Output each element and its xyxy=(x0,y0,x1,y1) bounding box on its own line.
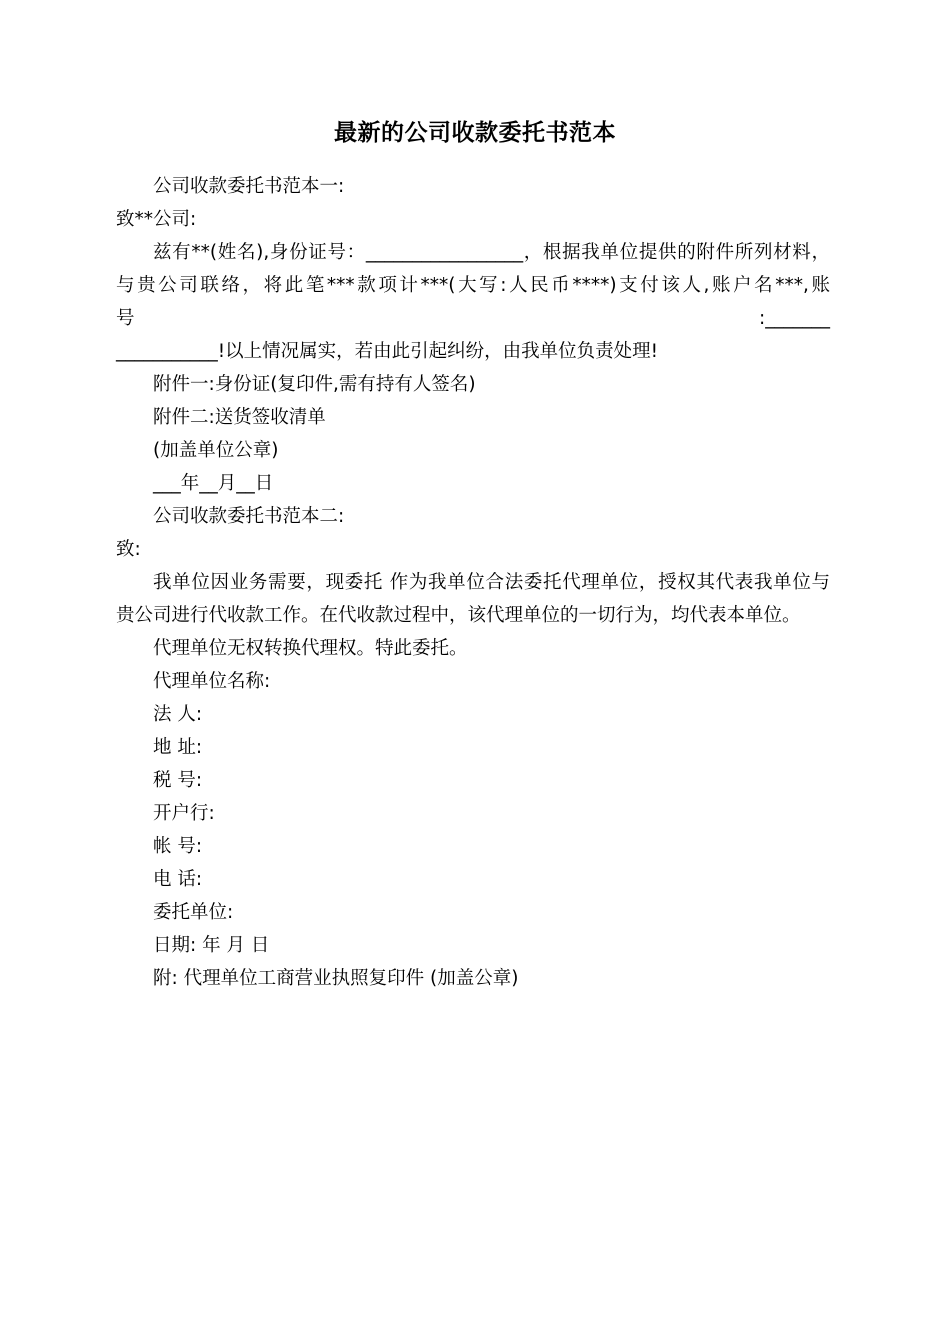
paragraph-line: 附: 代理单位工商营业执照复印件 (加盖公章) xyxy=(153,968,519,989)
paragraph-line: 电 话: xyxy=(153,869,203,890)
paragraph-line: 附件一:身份证(复印件,需有持有人签名) xyxy=(153,374,476,395)
paragraph-line: 帐 号: xyxy=(153,836,203,857)
paragraph-line: 致: xyxy=(116,539,141,560)
paragraph-line: ___年__月__日 xyxy=(153,473,274,494)
document-body xyxy=(116,170,830,995)
paragraph-line: 地 址: xyxy=(153,737,203,758)
paragraph-line: 代理单位无权转换代理权。特此委托。 xyxy=(153,638,468,659)
paragraph-line: ___________!以上情况属实，若由此引起纠纷，由我单位负责处理! xyxy=(116,341,659,362)
paragraph-line: 日期: 年 月 日 xyxy=(153,935,270,956)
paragraph-line: 附件二:送货签收清单 xyxy=(153,407,326,428)
paragraph-line: 与贵公司联络，将此笔***款项计***(大写:人民币****)支付该人,账户名***,账号:_______ xyxy=(116,275,830,329)
paragraph-line: (加盖单位公章) xyxy=(153,440,279,461)
paragraph-line: 公司收款委托书范本二: xyxy=(153,506,345,527)
paragraph-line: 税 号: xyxy=(153,770,203,791)
paragraph-line: 我单位因业务需要，现委托 作为我单位合法委托代理单位，授权其代表我单位与 xyxy=(153,572,830,593)
paragraph-line: 兹有**(姓名),身份证号：_________________，根据我单位提供的附件所列材料， xyxy=(153,242,830,263)
paragraph-line: 公司收款委托书范本一: xyxy=(153,176,345,197)
document-title: 最新的公司收款委托书范本 xyxy=(334,120,616,146)
paragraph-line: 致**公司: xyxy=(116,209,197,230)
paragraph-line: 法 人: xyxy=(153,704,203,725)
paragraph-line: 委托单位: xyxy=(153,902,234,923)
paragraph-line: 代理单位名称: xyxy=(153,671,271,692)
paragraph-line: 开户行: xyxy=(153,803,215,824)
paragraph-line: 贵公司进行代收款工作。在代收款过程中，该代理单位的一切行为，均代表本单位。 xyxy=(116,605,801,626)
